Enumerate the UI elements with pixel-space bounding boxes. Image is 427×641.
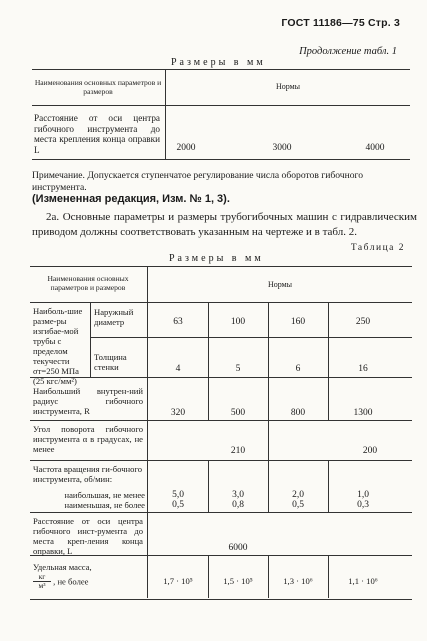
table1-param-header: Наименования основных параметров и размеров <box>34 78 162 96</box>
wall-thickness-1: 4 <box>175 364 181 374</box>
freq-max-1: 5,0 <box>172 490 184 500</box>
freq-max-3: 2,0 <box>292 490 304 500</box>
outer-diameter-2: 100 <box>230 317 246 327</box>
mass-4: 1,1 · 10⁶ <box>348 576 378 586</box>
wall-thickness-4: 16 <box>358 364 368 374</box>
distance-value: 6000 <box>228 543 248 553</box>
freq-min-4: 0,3 <box>357 500 369 510</box>
note-text: Примечание. Допускается ступенчатое регулирование числа оборотов гибочного инструмента. <box>32 170 364 193</box>
table2-col-divider <box>147 266 148 598</box>
table2-param-header: Наименования основных параметров и размеров <box>47 274 129 292</box>
row-frequency-label: Частота вращения ги-бочного инструмента, об/мин: <box>33 464 143 484</box>
freq-min-3: 0,5 <box>292 500 304 510</box>
table1-header-rule <box>32 105 410 106</box>
table2-header-rule <box>30 302 412 303</box>
frequency-min-label: наименьшая, не более <box>64 500 145 510</box>
table1-row-label: Расстояние от оси центра гибочного инструмента до места крепления конца оправки L <box>34 113 160 155</box>
table2-caption: Таблица 2 <box>350 243 405 253</box>
row-mass-label: Удельная масса, <box>33 562 92 572</box>
row-wall-thickness-label: Толщина стенки <box>94 352 127 372</box>
amendment-text: (Измененная редакция, Изм. № 1, 3). <box>32 193 230 205</box>
wall-thickness-2: 5 <box>235 364 241 374</box>
freq-max-2: 3,0 <box>232 490 244 500</box>
table1-col-divider <box>165 69 166 159</box>
pipe-size-group-label: Наиболь-шие разме-ры изгибае-мой трубы с пределом текучести σт=250 МПа (25 кгс/мм²) <box>33 306 83 386</box>
angle-value-1: 210 <box>230 446 246 456</box>
table-continuation-caption: Продолжение табл. 1 <box>299 46 397 57</box>
radius-2: 500 <box>230 408 246 418</box>
paragraph-2a: 2а. Основные параметры и размеры трубогибочных машин с гидравлическим приводом должны соответствовать указанным на чертеже и в табл. 2. <box>32 211 417 238</box>
table2-units: Размеры в мм <box>169 253 264 264</box>
table1-top-rule <box>32 69 410 70</box>
table1-value-2: 3000 <box>272 143 292 153</box>
mass-unit-denominator: м³ <box>38 581 46 590</box>
table1-bottom-rule <box>32 159 410 160</box>
radius-4: 1300 <box>353 408 373 418</box>
table2-norms-header: Нормы <box>267 280 293 289</box>
mass-unit-numerator: кг <box>33 573 51 582</box>
mass-2: 1,5 · 10⁵ <box>223 576 253 586</box>
row-radius-label: Наибольший внутрен-ний радиус гибочного инструмента, R <box>33 386 143 416</box>
frequency-max-label: наибольшая, не менее <box>64 490 145 500</box>
row-angle-label: Угол поворота гибочного инструмента α в градусах, не менее <box>33 424 143 454</box>
table1-norms-header: Нормы <box>275 82 301 91</box>
table1-units: Размеры в мм <box>171 57 266 68</box>
page-header: ГОСТ 11186—75 Стр. 3 <box>281 17 400 29</box>
row-distance-label: Расстояние от оси центра гибочного инст-румента до места креп-ления конца оправки, L <box>33 516 143 556</box>
freq-min-1: 0,5 <box>172 500 184 510</box>
mass-1: 1,7 · 10⁵ <box>163 576 193 586</box>
angle-value-2: 200 <box>362 446 378 456</box>
radius-1: 320 <box>170 408 186 418</box>
mass-3: 1,3 · 10⁶ <box>283 576 313 586</box>
outer-diameter-1: 63 <box>173 317 183 327</box>
table1-value-3: 4000 <box>365 143 385 153</box>
mass-suffix: , не более <box>53 576 89 587</box>
row-outer-diameter-label: Наружный диаметр <box>94 307 134 327</box>
table1-value-1: 2000 <box>176 143 196 153</box>
outer-diameter-4: 250 <box>355 317 371 327</box>
outer-diameter-3: 160 <box>290 317 306 327</box>
wall-thickness-3: 6 <box>295 364 301 374</box>
mass-unit-block <box>33 573 145 590</box>
radius-3: 800 <box>290 408 306 418</box>
freq-min-2: 0,8 <box>232 500 244 510</box>
freq-max-4: 1,0 <box>357 490 369 500</box>
